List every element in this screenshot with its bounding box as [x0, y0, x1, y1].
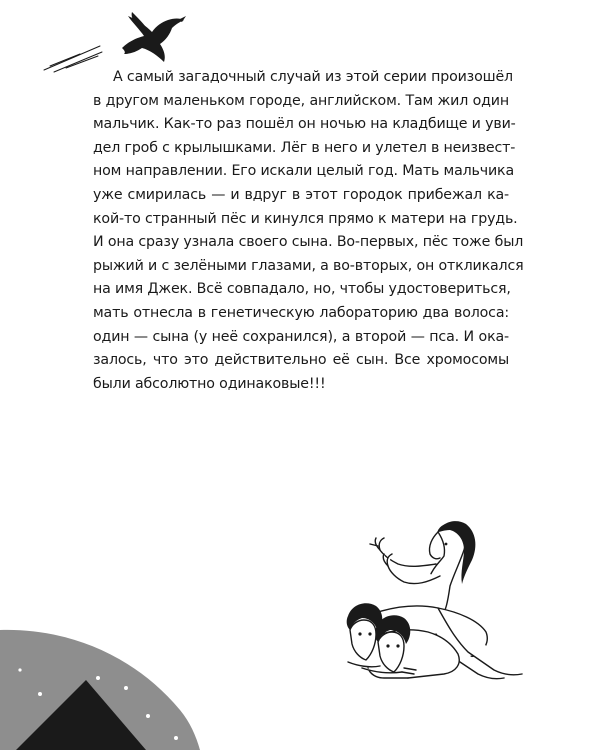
- story-paragraph: [93, 66, 524, 396]
- text-line: залось, что это действительно её сын. Все хромосомы: [93, 352, 509, 369]
- text-line: рыжий и с зелёными глазами, а во-вторых, он откликался: [93, 257, 524, 274]
- text-line: один — сына (у неё сохранился), а второй — пса. И ока-: [93, 328, 509, 345]
- text-line: были абсолютно одинаковые!!!: [93, 375, 326, 392]
- text-line: на имя Джек. Всё совпадало, но, чтобы удостовериться,: [93, 281, 511, 298]
- text-line: в другом маленьком городе, английском. Там жил один: [93, 92, 509, 109]
- text-line: А самый загадочный случай из этой серии произошёл: [113, 69, 513, 85]
- text-line: ном направлении. Его искали целый год. Мать мальчика: [93, 163, 515, 180]
- text-line: И она сразу узнала своего сына. Во-первых, пёс тоже был: [93, 234, 524, 251]
- text-line: кой-то странный пёс и кинулся прямо к матери на грудь.: [93, 210, 518, 227]
- text-line: уже смирилась — и вдруг в этот городок прибежал ка-: [93, 186, 509, 203]
- tent-night-icon: [0, 600, 200, 750]
- kneeling-figures-icon: [318, 516, 528, 696]
- text-line: дел гроб с крылышками. Лёг в него и улетел в неизвест-: [93, 139, 516, 156]
- text-line: мальчик. Как-то раз пошёл он ночью на кладбище и уви-: [93, 116, 516, 133]
- text-line: мать отнесла в генетическую лабораторию два волоса:: [93, 304, 509, 321]
